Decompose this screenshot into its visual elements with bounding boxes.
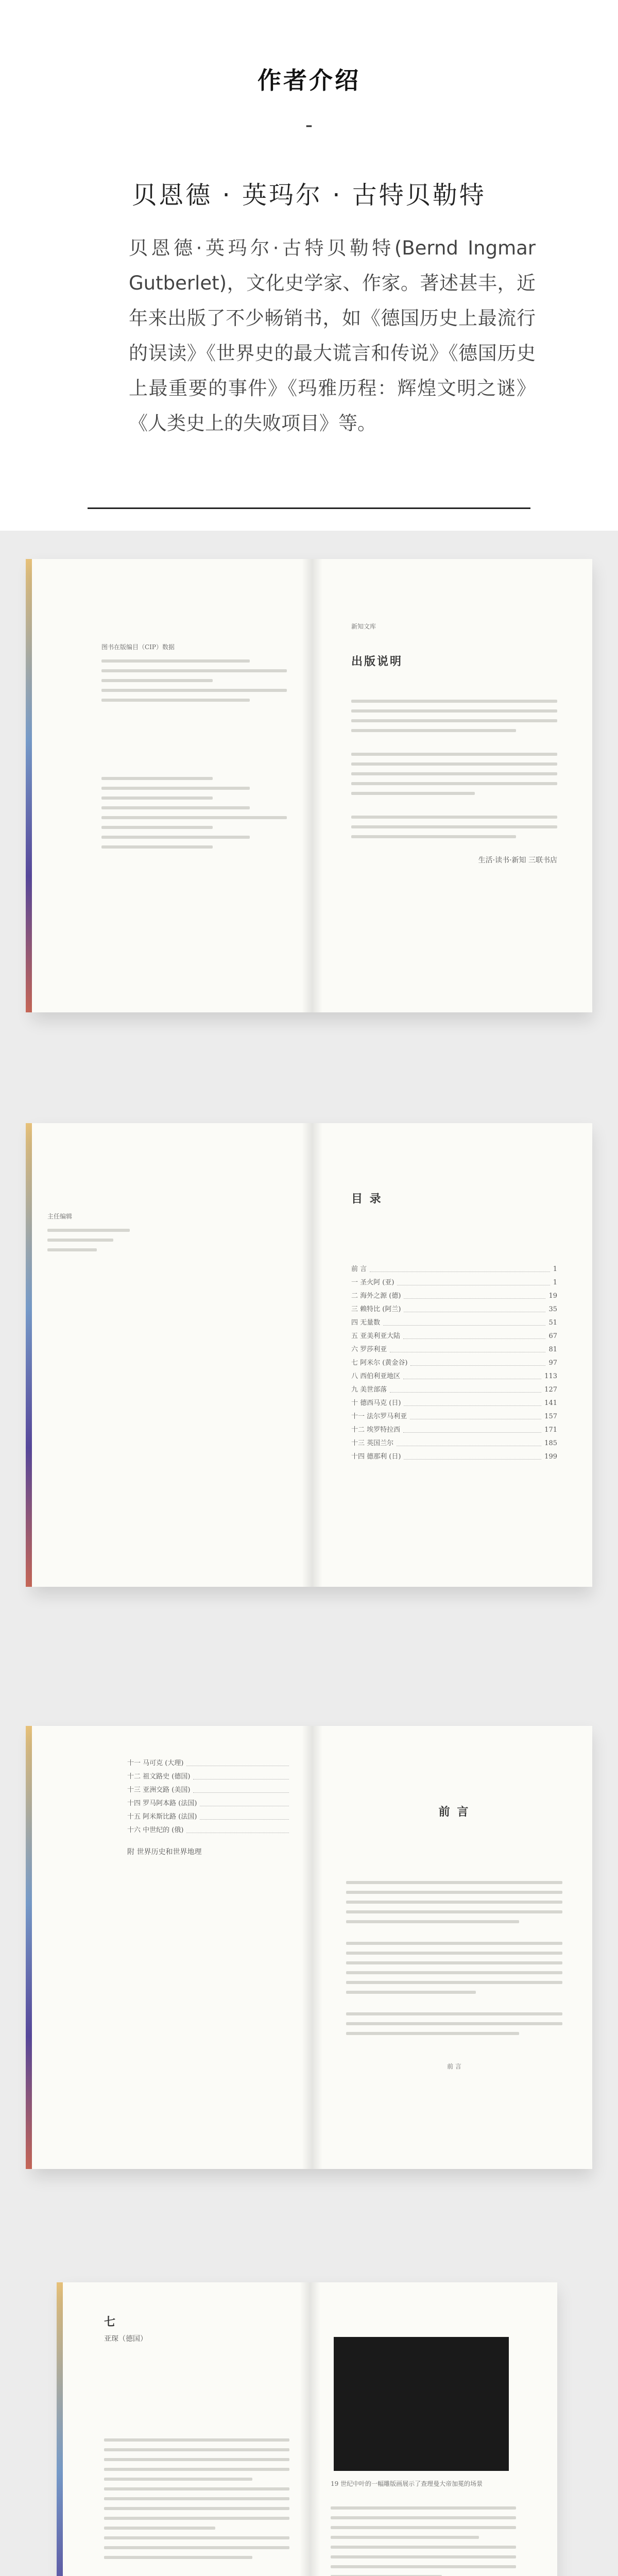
toc-page: [351, 1190, 557, 1464]
toc-list: [351, 1263, 557, 1464]
chapter-heading: 亚琛（德国）: [104, 2335, 147, 2343]
toc-label: 二 海外之源 (德): [351, 1292, 401, 1300]
toc-row: [351, 1357, 557, 1370]
toc-row: [351, 1263, 557, 1276]
toc-heading: 目 录: [351, 1192, 383, 1206]
toc-row: [127, 1784, 292, 1797]
toc-row: [351, 1276, 557, 1290]
section-divider: [88, 507, 530, 509]
publisher-note-heading: 出版说明: [351, 655, 403, 668]
copyright-page: [101, 641, 287, 855]
toc-page: 19: [548, 1292, 557, 1300]
toc-row: [127, 1770, 292, 1784]
book-photo-spread-3: [0, 1664, 618, 2241]
toc-row: [351, 1343, 557, 1357]
toc-page: 1: [553, 1265, 557, 1273]
toc-row: [351, 1397, 557, 1410]
toc-label: 十一 马可克 (大理): [127, 1759, 184, 1767]
editor-page: [47, 1211, 130, 1258]
book-spine: [26, 559, 32, 1012]
toc-label: 五 亚美利亚大陆: [351, 1332, 401, 1340]
chapter-page: [104, 2313, 289, 2566]
open-book: [32, 1726, 592, 2169]
toc-label: 前 言: [351, 1265, 367, 1273]
preface-page: [346, 1803, 562, 2072]
illustration-caption: 19 世纪中叶的一幅雕版画展示了查理曼大帝加冕的场景: [331, 2480, 483, 2487]
open-book: [32, 1123, 592, 1587]
book-photo-spread-2: [0, 1072, 618, 1664]
toc-label: 十一 法尔罗马利亚: [351, 1413, 407, 1420]
toc-page: 199: [544, 1453, 557, 1461]
toc-label: 八 西伯利亚地区: [351, 1372, 401, 1380]
toc-label: 六 罗莎利亚: [351, 1346, 387, 1353]
chapter-number: 七: [104, 2315, 117, 2329]
toc-page: 1: [553, 1279, 557, 1286]
toc-row: [351, 1410, 557, 1423]
toc-label: 一 圣火阿 (亚): [351, 1279, 394, 1286]
publisher-sign: 生活·读书·新知 三联书店: [478, 856, 557, 865]
toc-row: [351, 1290, 557, 1303]
toc-row: [351, 1303, 557, 1316]
toc-label: 十 德西马克 (日): [351, 1399, 401, 1407]
toc-page: 81: [548, 1346, 557, 1353]
toc-row: [351, 1423, 557, 1437]
open-book: [63, 2282, 557, 2576]
toc-label: 十二 埃罗特拉西: [351, 1426, 401, 1434]
author-introduction: [0, 0, 618, 526]
toc-row: [127, 1757, 292, 1770]
toc-label: 十三 英国兰尔: [351, 1439, 394, 1447]
author-bio: 贝恩德·英玛尔·古特贝勒特(Bernd Ingmar Gutberlet)，文化史学家、作家。著述甚丰，近年来出版了不少畅销书，如《德国历史上最流行的误读》《世界史的最大谎言和传说》《德国历史上最重要的事件》《玛雅历程：辉煌文明之谜》《人类史上的失败项目》等。: [129, 237, 536, 434]
toc-row: [127, 1810, 292, 1824]
toc-row: [351, 1437, 557, 1450]
cip-heading: 图书在版编目（CIP）数据: [101, 643, 175, 651]
engraving-illustration: [331, 2334, 512, 2474]
toc-row: [351, 1316, 557, 1330]
section-title: 作者介绍: [258, 66, 360, 94]
toc-page: 171: [544, 1426, 557, 1434]
toc-row: [127, 1824, 292, 1837]
toc-label: 十五 阿米斯比路 (法国): [127, 1813, 197, 1821]
toc-page: 51: [548, 1319, 557, 1327]
book-photo-spread-1: [0, 531, 618, 1072]
series-label: 新知文库: [351, 623, 376, 630]
toc-page: 157: [544, 1413, 557, 1420]
toc-label: 七 阿米尔 (黄金谷): [351, 1359, 408, 1367]
toc-label: 十二 祖文路史 (德国): [127, 1773, 191, 1781]
book-spine: [57, 2282, 63, 2576]
publisher-note-page: [351, 621, 557, 867]
toc-page: 141: [544, 1399, 557, 1407]
toc-row: [127, 1797, 292, 1810]
page-footer: 前 言: [447, 2063, 461, 2070]
toc-row: [351, 1330, 557, 1343]
toc-label: 十六 中世纪的 (俄): [127, 1826, 184, 1834]
illustration-page: [331, 2478, 516, 2576]
toc-page: 113: [544, 1372, 557, 1380]
toc-row: [351, 1450, 557, 1464]
toc-label: 十四 罗马阿本路 (法国): [127, 1800, 197, 1807]
toc-page: 127: [544, 1386, 557, 1394]
toc-continued-list: [127, 1757, 292, 1837]
toc-page: 185: [544, 1439, 557, 1447]
appendix-note: 附 世界历史和世界地理: [127, 1848, 202, 1856]
toc-page: 35: [548, 1306, 557, 1313]
toc-label: 十四 德那利 (日): [351, 1453, 401, 1461]
book-spine: [26, 1726, 32, 2169]
toc-label: 三 赖特比 (阿兰): [351, 1306, 401, 1313]
toc-page: 97: [548, 1359, 557, 1367]
title-separator: -: [305, 113, 313, 137]
toc-label: 十三 亚洲交路 (美国): [127, 1786, 191, 1794]
preface-heading: 前 言: [438, 1805, 470, 1819]
author-name: 贝恩德 · 英玛尔 · 古特贝勒特: [132, 181, 486, 210]
toc-label: 九 美世部落: [351, 1386, 387, 1394]
book-photo-spread-4: [0, 2241, 618, 2576]
toc-row: [351, 1383, 557, 1397]
editor-heading: 主任编辑: [47, 1213, 73, 1220]
toc-label: 四 无量数: [351, 1319, 381, 1327]
open-book: [32, 559, 592, 1012]
toc-page: 67: [548, 1332, 557, 1340]
book-spine: [26, 1123, 32, 1587]
toc-continued-page: [127, 1757, 292, 1859]
toc-row: [351, 1370, 557, 1383]
